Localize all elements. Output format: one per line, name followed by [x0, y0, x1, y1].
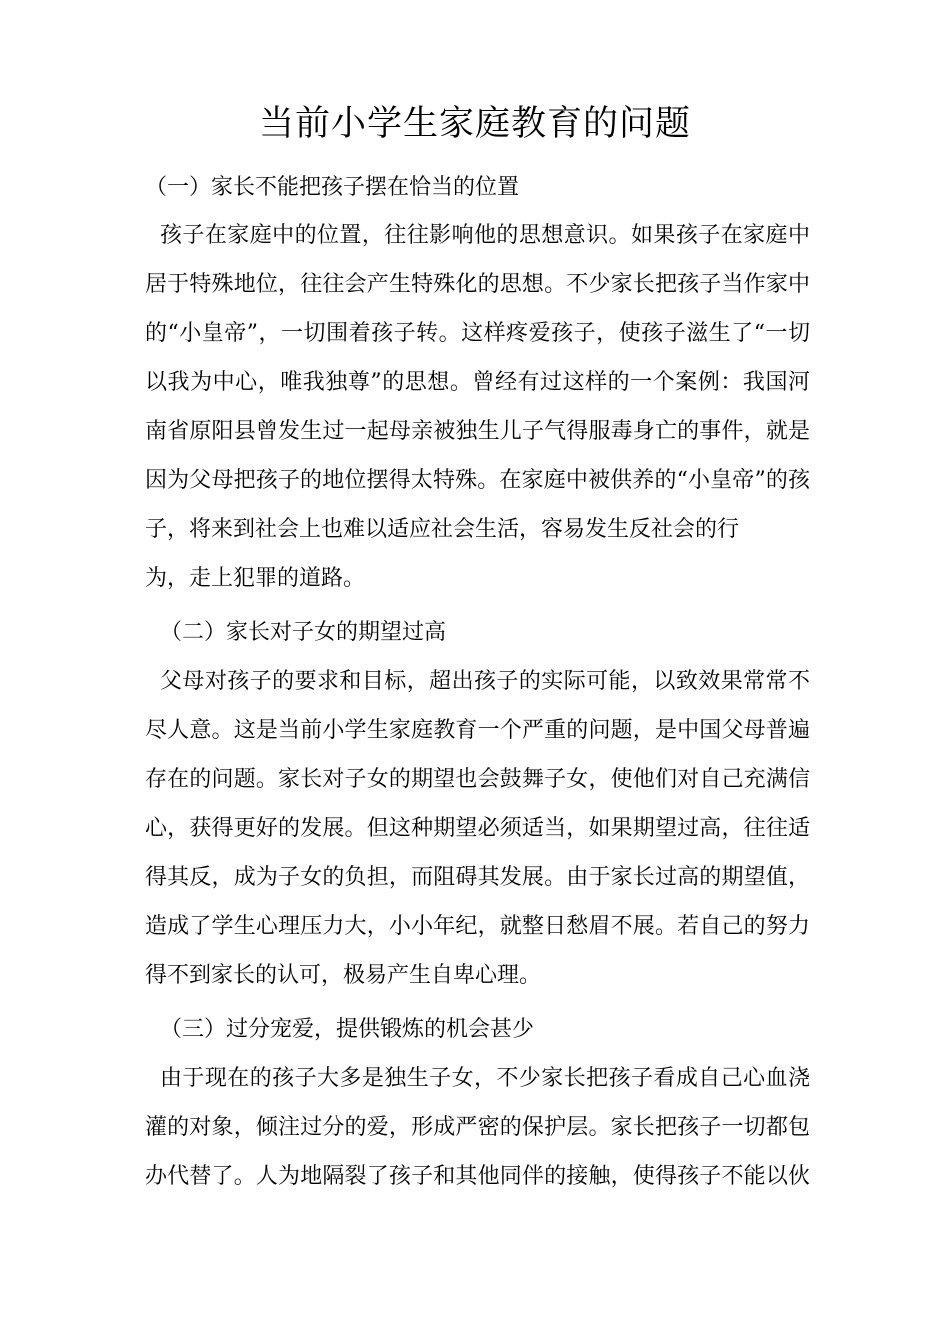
- paragraph-line: 孩子在家庭中的位置，往往影响他的思想意识。如果孩子在家庭中: [160, 223, 810, 248]
- paragraph-line: 因为父母把孩子的地位摆得太特殊。在家庭中被供养的“小皇帝”的孩: [145, 468, 810, 493]
- paragraph-line: 以我为中心，唯我独尊”的思想。曾经有过这样的一个案例：我国河: [145, 370, 810, 395]
- paragraph-line: 办代替了。人为地隔裂了孩子和其他同伴的接触，使得孩子不能以伙: [145, 1164, 810, 1189]
- paragraph-line: 为，走上犯罪的道路。: [145, 566, 366, 591]
- paragraph-line: 尽人意。这是当前小学生家庭教育一个严重的问题，是中国父母普遍: [145, 718, 810, 743]
- section-heading-3: （三）过分宠爱，提供锻炼的机会甚少: [160, 1017, 535, 1042]
- paragraph-line: 由于现在的孩子大多是独生子女，不少家长把孩子看成自己心血浇: [160, 1066, 810, 1091]
- paragraph-line: 造成了学生心理压力大，小小年纪，就整日愁眉不展。若自己的努力: [145, 914, 810, 939]
- paragraph-line: 灌的对象，倾注过分的爱，形成严密的保护层。家长把孩子一切都包: [145, 1115, 810, 1140]
- section-heading-2: （二）家长对子女的期望过高: [160, 620, 447, 645]
- paragraph-line: 居于特殊地位，往往会产生特殊化的思想。不少家长把孩子当作家中: [145, 272, 810, 297]
- section-heading-1: （一）家长不能把孩子摆在恰当的位置: [145, 175, 520, 200]
- document-title: 当前小学生家庭教育的问题: [258, 104, 691, 144]
- paragraph-line: 父母对孩子的要求和目标，超出孩子的实际可能，以致效果常常不: [160, 669, 810, 694]
- paragraph-line: 的“小皇帝”，一切围着孩子转。这样疼爱孩子，使孩子滋生了“一切: [145, 321, 810, 346]
- paragraph-line: 南省原阳县曾发生过一起母亲被独生儿子气得服毒身亡的事件，就是: [145, 419, 810, 444]
- paragraph-line: 得其反，成为子女的负担，而阻碍其发展。由于家长过高的期望值，: [145, 865, 810, 890]
- paragraph-line: 心，获得更好的发展。但这种期望必须适当，如果期望过高，往往适: [145, 816, 810, 841]
- paragraph-line: 子，将来到社会上也难以适应社会生活，容易发生反社会的行: [145, 517, 740, 542]
- paragraph-line: 存在的问题。家长对子女的期望也会鼓舞子女，使他们对自己充满信: [145, 767, 810, 792]
- paragraph-line: 得不到家长的认可，极易产生自卑心理。: [145, 963, 542, 988]
